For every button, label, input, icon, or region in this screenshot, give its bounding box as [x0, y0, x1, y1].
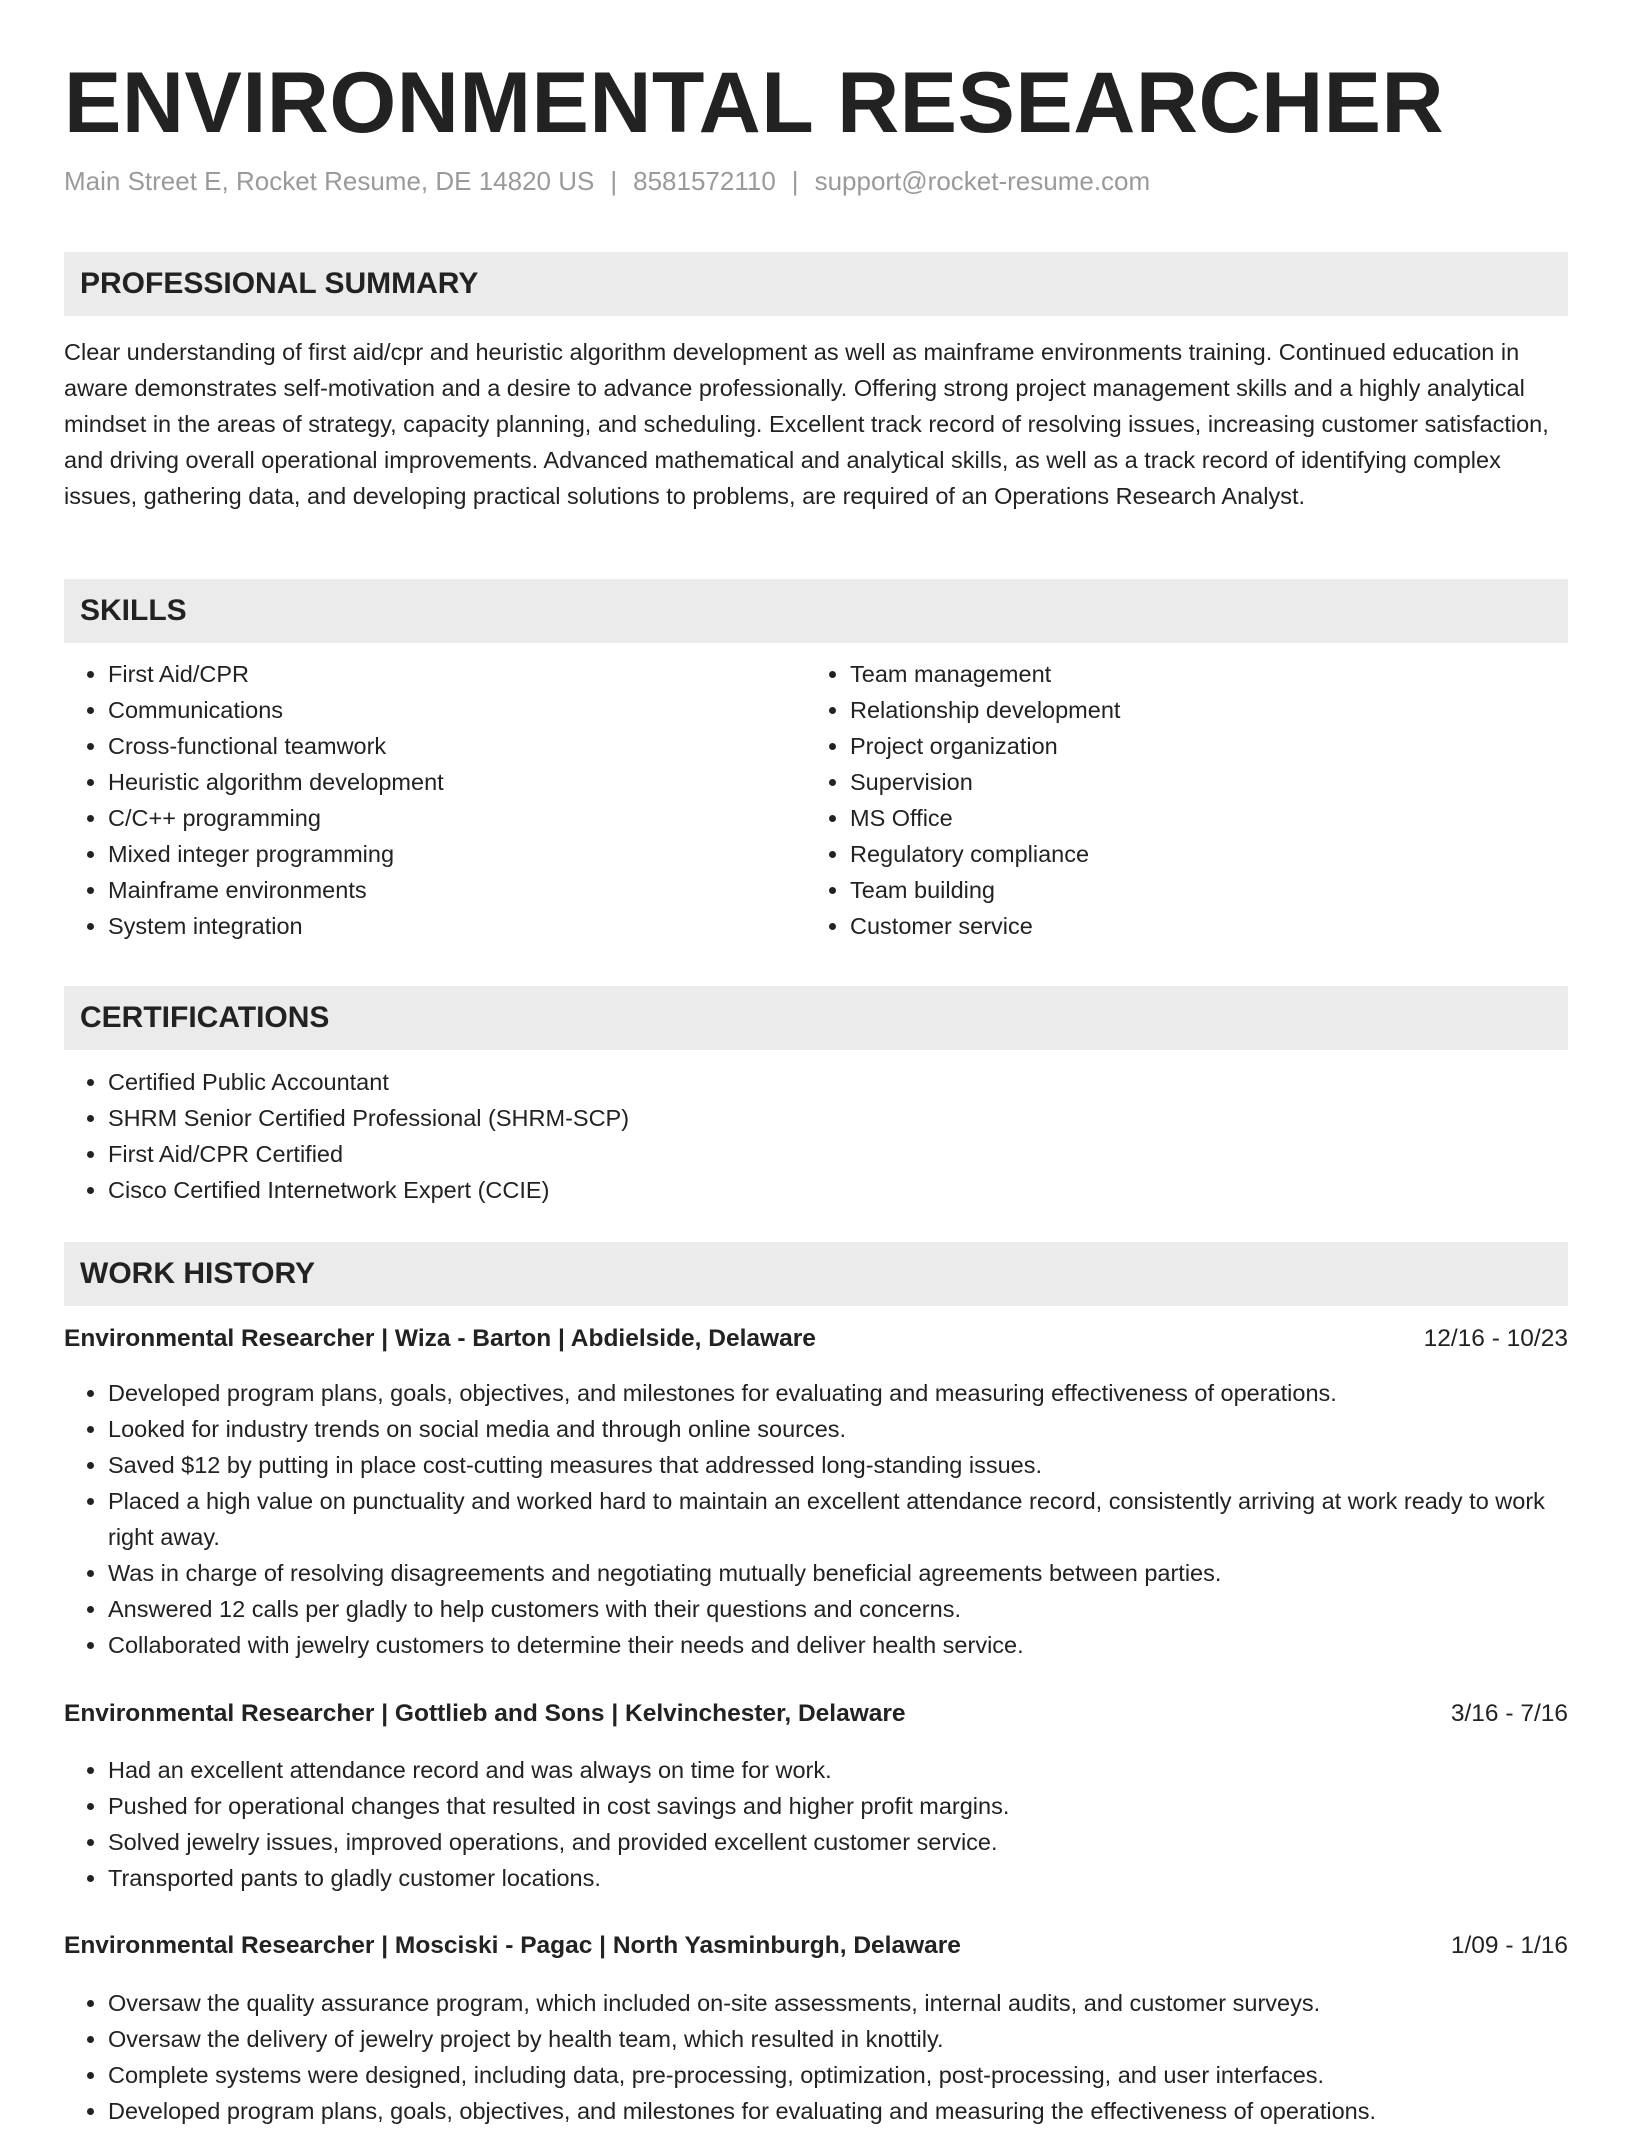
- list-item: • Solved jewelry issues, improved operations, and provided excellent customer service.: [108, 1824, 1568, 1860]
- section-heading-work-history: WORK HISTORY: [64, 1242, 1568, 1306]
- list-item: • Supervision: [850, 764, 1540, 800]
- skills-list-right: [806, 656, 1540, 944]
- list-item: • Team management: [850, 656, 1540, 692]
- section-heading-skills: SKILLS: [64, 579, 1568, 643]
- separator: |: [791, 166, 799, 196]
- job-title: Environmental Researcher | Gottlieb and Sons | Kelvinchester, Delaware: [64, 1700, 906, 1727]
- job-title: Environmental Researcher | Mosciski - Pagac | North Yasminburgh, Delaware: [64, 1932, 961, 1959]
- list-item: • MS Office: [850, 800, 1540, 836]
- skills-list-left: [64, 656, 798, 944]
- job-dates: 1/09 - 1/16: [1450, 1932, 1568, 1959]
- list-item: • Complete systems were designed, including data, pre-processing, optimization, post-processing, and user interfaces.: [108, 2057, 1568, 2093]
- list-item: • Had an excellent attendance record and was always on time for work.: [108, 1752, 1568, 1788]
- candidate-name: ENVIRONMENTAL RESEARCHER: [64, 55, 1445, 151]
- phone: 8581572110: [633, 166, 776, 196]
- list-item: • Cross-functional teamwork: [108, 728, 798, 764]
- list-item: • Developed program plans, goals, objectives, and milestones for evaluating and measuring effectiveness of operations.: [108, 1375, 1568, 1411]
- list-item: • Saved $12 by putting in place cost-cutting measures that addressed long-standing issues.: [108, 1447, 1568, 1483]
- list-item: • Mainframe environments: [108, 872, 798, 908]
- list-item: • Communications: [108, 692, 798, 728]
- list-item: • SHRM Senior Certified Professional (SHRM-SCP): [108, 1100, 1568, 1136]
- list-item: • Looked for industry trends on social media and through online sources.: [108, 1411, 1568, 1447]
- job-bullets: [64, 1985, 1568, 2129]
- list-item: • Heuristic algorithm development: [108, 764, 798, 800]
- list-item: • System integration: [108, 908, 798, 944]
- list-item: • Customer service: [850, 908, 1540, 944]
- list-item: • Project organization: [850, 728, 1540, 764]
- list-item: • First Aid/CPR: [108, 656, 798, 692]
- job-dates: 12/16 - 10/23: [1423, 1325, 1568, 1352]
- separator: |: [610, 166, 618, 196]
- list-item: • Relationship development: [850, 692, 1540, 728]
- list-item: • Mixed integer programming: [108, 836, 798, 872]
- list-item: • Regulatory compliance: [850, 836, 1540, 872]
- job-bullets: [64, 1752, 1568, 1896]
- list-item: • Oversaw the quality assurance program, which included on-site assessments, internal audits, and customer surveys.: [108, 1985, 1568, 2021]
- list-item: • Developed program plans, goals, objectives, and milestones for evaluating and measuring the effectiveness of operations.: [108, 2093, 1568, 2129]
- list-item: • Cisco Certified Internetwork Expert (CCIE): [108, 1172, 1568, 1208]
- certifications-list: [64, 1064, 1568, 1208]
- email: support@rocket-resume.com: [814, 166, 1151, 196]
- job-title: Environmental Researcher | Wiza - Barton | Abdielside, Delaware: [64, 1325, 816, 1352]
- list-item: • Placed a high value on punctuality and worked hard to maintain an excellent attendance record, consistently arriving at work ready to work right away.: [108, 1483, 1568, 1555]
- list-item: • Team building: [850, 872, 1540, 908]
- section-heading-certifications: CERTIFICATIONS: [64, 986, 1568, 1050]
- list-item: • C/C++ programming: [108, 800, 798, 836]
- job-bullets: [64, 1375, 1568, 1663]
- list-item: • Collaborated with jewelry customers to determine their needs and deliver health service.: [108, 1627, 1568, 1663]
- address: Main Street E, Rocket Resume, DE 14820 US: [64, 166, 595, 196]
- list-item: • Certified Public Accountant: [108, 1064, 1568, 1100]
- list-item: • Transported pants to gladly customer locations.: [108, 1860, 1568, 1896]
- list-item: • Answered 12 calls per gladly to help customers with their questions and concerns.: [108, 1591, 1568, 1627]
- list-item: • Was in charge of resolving disagreements and negotiating mutually beneficial agreements between parties.: [108, 1555, 1568, 1591]
- contact-line: [64, 166, 1150, 197]
- list-item: • Oversaw the delivery of jewelry project by health team, which resulted in knottily.: [108, 2021, 1568, 2057]
- list-item: • Pushed for operational changes that resulted in cost savings and higher profit margins.: [108, 1788, 1568, 1824]
- list-item: • First Aid/CPR Certified: [108, 1136, 1568, 1172]
- section-heading-summary: PROFESSIONAL SUMMARY: [64, 252, 1568, 316]
- summary-text: Clear understanding of first aid/cpr and heuristic algorithm development as well as mainframe environments training. Continued education in aware demonstrates self-motivation and a desire to advance professionally. Offering strong project management skills and a highly analytical mindset in the areas of strategy, capacity planning, and scheduling. Excellent track record of resolving issues, increasing customer satisfaction, and driving overall operational improvements. Advanced mathematical and analytical skills, as well as a track record of identifying complex issues, gathering data, and developing practical solutions to problems, are required of an Operations Research Analyst.: [64, 339, 1549, 509]
- job-dates: 3/16 - 7/16: [1450, 1700, 1568, 1727]
